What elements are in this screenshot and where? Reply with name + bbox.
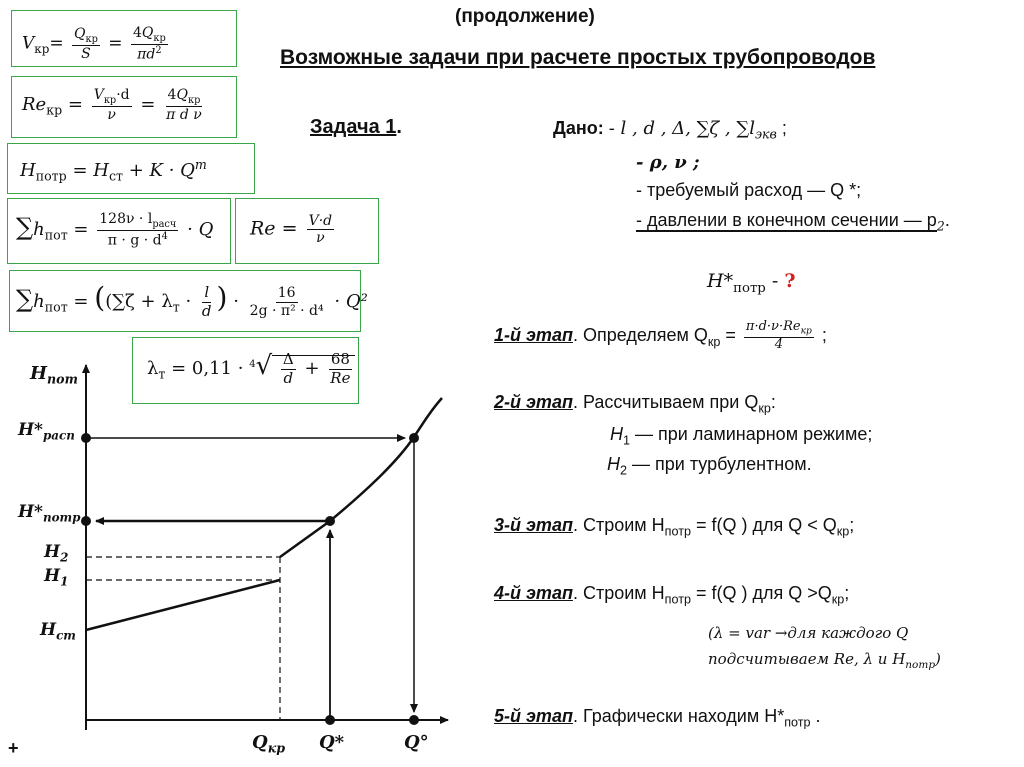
point-q-deg	[409, 715, 419, 725]
formula-box-sumh2	[9, 270, 368, 332]
point-operating	[409, 433, 419, 443]
y-axis-label: $H_{пот}$	[30, 363, 78, 387]
step-4-note-2: подсчитываем Re, λ и $H_{потр}$)	[708, 650, 941, 671]
point-required	[325, 516, 335, 526]
formula-hpotr: $H_{потр} = H_{ст} + K \cdot Q^m$	[20, 157, 207, 184]
formula-vkr: $V_{кр}=$ $\frac{Q_{кр}}{S}$ = $\frac{4Q_{кр}}{\pi d^2}$	[22, 25, 166, 63]
step-2-line-h1: $H_1$ — при ламинарном режиме;	[610, 424, 873, 448]
label-h-rasp: $H*_{расп}$	[18, 420, 75, 443]
label-h-st: $H_{ст}$	[40, 620, 76, 643]
step-1: 1-й этап. Определяем $Q_{кр}$ = $\frac{\pi\cdot d\cdot\nu\cdot Re_{кр}}{4}$ ;	[494, 319, 827, 353]
step-4-note-1: (λ = var →для каждого Q	[708, 624, 909, 642]
given-line-2: - ρ, ν ;	[636, 152, 700, 173]
given-line-1: Дано: - l , d , Δ, ∑ζ , $\sum l_{экв}$ ;	[553, 118, 787, 142]
formula-sumh2: $\sum h_{пот} = ((\sum\zeta + \lambda_т$ · $\frac{l}{d}$ ) · $\frac{16}{\text{2g · π² · d⁴}}$ · Q²	[16, 281, 368, 320]
formula-box-sumh1	[7, 198, 231, 264]
point-h-potr	[81, 516, 91, 526]
step-4: 4-й этап. Строим $H_{потр} = f(Q$ ) для $Q >Q_{кр}$;	[494, 583, 850, 607]
graph-h-q	[0, 340, 470, 767]
label-h1: $H_1$	[44, 566, 69, 589]
formula-re: Re = $\frac{V\cdot d}{\nu}$	[250, 213, 333, 247]
point-q-star	[325, 715, 335, 725]
label-q-star: Q*	[319, 732, 345, 753]
formula-box-re	[235, 198, 379, 264]
find-target: $H*_{потр}$ - ?	[707, 270, 796, 296]
step-3: 3-й этап. Строим $H_{потр} = f(Q$ ) для $Q < Q_{кр}$;	[494, 515, 855, 539]
given-line-3: - требуемый расход — Q *;	[636, 180, 862, 200]
step-5: 5-й этап. Графически находим $H*_{потр}$ .	[494, 706, 821, 730]
step-2-line-h2: $H_2$ — при турбулентном.	[607, 454, 812, 478]
formula-rekr: $Re_{кр}$ = $\frac{V_{кр}\cdot d}{\nu}$ = $\frac{4Q_{кр}}{\text{π d ν}}$	[22, 87, 202, 124]
label-q-deg: Q°	[404, 732, 429, 753]
page-title: Возможные задачи при расчете простых трубопроводов	[280, 46, 876, 69]
turbulent-curve	[280, 398, 442, 557]
label-q-kr: $Q_{кр}$	[252, 732, 286, 756]
point-h-rasp	[81, 433, 91, 443]
formula-sumh1: $\sum h_{пот}$ = $\frac{128\nu \cdot l_{расч}}{\pi \cdot g \cdot d^4}$ · Q	[16, 211, 214, 249]
subtitle: (продолжение)	[455, 6, 595, 27]
plus-marker: +	[8, 738, 19, 758]
label-h2: $H_2$	[44, 542, 69, 565]
given-line-4: - давлении в конечном сечении — $p_2$.	[636, 210, 950, 234]
formula-box-rekr	[11, 76, 237, 138]
laminar-line	[86, 580, 280, 630]
task-title: Задача 1.	[310, 116, 402, 138]
step-2: 2-й этап. Рассчитываем при $Q_{кр}$:	[494, 392, 776, 416]
formula-box-vkr	[11, 10, 237, 67]
label-h-potr: $H*_{потр}$	[18, 502, 81, 525]
formula-lambda: $\lambda_т = 0,11 \cdot ^4√$ $\frac{\Delta}{d}$ + $\frac{68}{Re}$	[147, 351, 355, 387]
formula-box-hpotr	[7, 143, 255, 194]
